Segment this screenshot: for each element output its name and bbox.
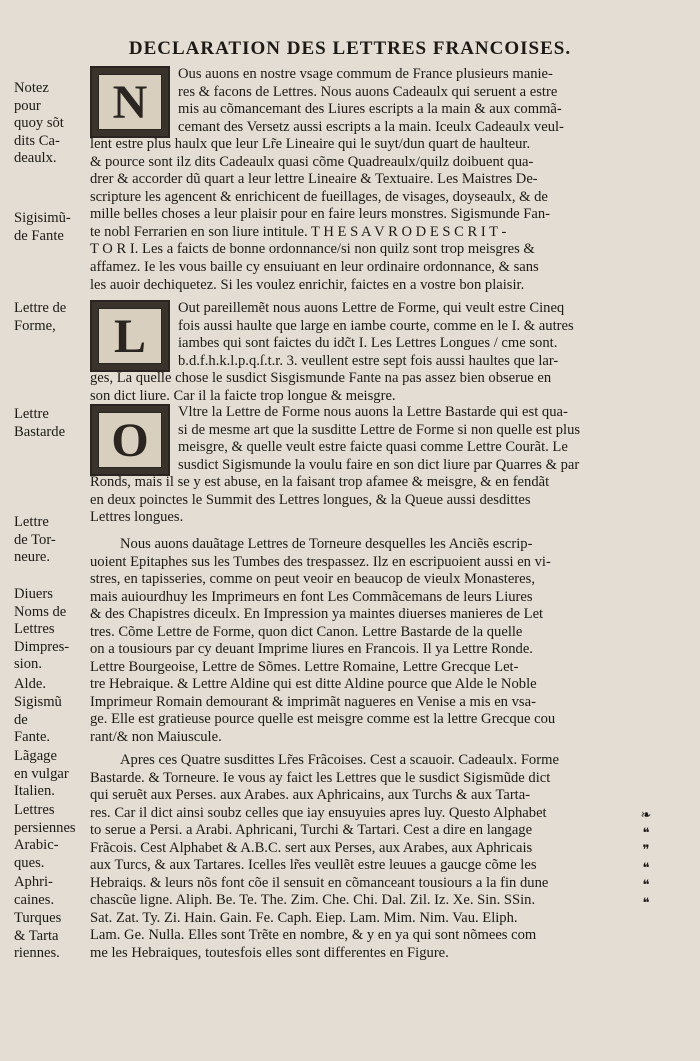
note-line: riennes. — [14, 945, 60, 961]
text-line: qui seruẽt aux Perses. aux Arabes. aux Aphricains, aux Turchs & aux Tarta- — [90, 787, 531, 804]
text-line: cemant des Versetz aussi escripts a la main. Iceulx Cadeaulx veul- — [178, 118, 564, 135]
text-line: uoient Epitaphes sus les Tumbes des trespassez. Ilz en escripuoient aussi en vi- — [90, 553, 551, 570]
note-line: Italien. — [14, 783, 55, 799]
text-line: Frãcois. Cest Alphabet & A.B.C. sert aux Perses, aux Arabes, aux Aphricais — [90, 839, 533, 856]
text-line: mis au cõmancemant des Liures escripts a la main & aux commã- — [178, 101, 562, 118]
note-alde — [14, 676, 86, 694]
note-line: Lettres — [14, 621, 55, 637]
paragraph-bastarde — [90, 404, 626, 527]
note-line: en vulgar — [14, 765, 69, 782]
note-line: pour — [14, 97, 41, 114]
text-line: & des Chapistres diceulx. En Impression ya maintes diuerses manieres de Let — [90, 606, 544, 623]
note-line: Alde. — [14, 676, 47, 692]
note-diuers — [14, 586, 86, 674]
text-line: Apres ces Quatre susdittes Lr̃es Frãcoises. Cest a scauoir. Cadeaulx. Forme — [120, 752, 559, 768]
text-line: affamez. Ie les vous baille cy ensuiuant en leur ordinaire ordonnance, & sans — [90, 259, 539, 276]
text-line: Sat. Zat. Ty. Zi. Hain. Gain. Fe. Caph. Eiep. Lam. Mim. Nim. Vau. Eliph. — [90, 909, 518, 926]
text-line: rant/& non Maiuscule. — [90, 729, 222, 746]
text-line: ge. Elle est gratieuse pource quelle est meisgre comme est la lettre Grecque cou — [90, 711, 556, 728]
text-line: on a tousiours par cy deuant Imprime liures en Francois. Il ya Lettre Ronde. — [90, 641, 533, 658]
text-line: & pource sont ilz dits Cadeaulx quasi cõme Quadreaulx/quilz doibuent qua- — [90, 153, 534, 170]
text-line: susdict Sigismunde la voulu faire en son dict liure par Quarres & par — [178, 456, 580, 473]
text-line: mille belles choses a leur plaisir pour en faire leurs monstres. Sigismunde Fan- — [90, 206, 551, 223]
note-line: Aphri- — [14, 874, 53, 890]
note-line: Lettre de — [14, 300, 67, 316]
note-line: deaulx. — [14, 150, 57, 166]
text-line: tres. Cõme Lettre de Forme, quon dict Canon. Lettre Bastarde de la quelle — [90, 623, 523, 640]
text-line: aux Turcs, & aux Tartares. Icelles lr̃es veullẽt estre leuues a gaucge cõme les — [90, 857, 537, 874]
text-line: Lettres longues. — [90, 509, 184, 526]
paragraph-cadeaulx — [90, 66, 626, 294]
right-margin-marks — [636, 806, 656, 911]
mark-icon: ❝ — [642, 877, 650, 893]
initial-o-glyph: O — [98, 412, 162, 468]
text-line: b.d.f.h.k.l.p.q.ſ.t.r. 3. veullent estre sept fois aussi haultes que lar- — [178, 352, 559, 369]
text-line: si de mesme art que la susditte Lettre de Forme si non quelle est plus — [178, 421, 581, 438]
note-line: Noms de — [14, 603, 67, 620]
text-line: fois aussi haulte que large en iambe courte, comme en le I. & autres — [178, 317, 574, 334]
note-line: sion. — [14, 656, 42, 672]
paragraph-forme — [90, 300, 626, 405]
text-line: Hebraiqs. & leurs nõs font cõe il sensuit en cõmanceant tousiours a la fin dune — [90, 874, 549, 891]
text-line: drer & accorder dũ quart a leur lettre Lineaire & Textuaire. Les Maistres De- — [90, 171, 538, 188]
note-line: Lettres — [14, 802, 55, 818]
text-line: to serue a Persi. a Arabi. Aphricani, Turchi & Tartari. Cest a dire en langage — [90, 822, 533, 839]
note-line: Notez — [14, 80, 49, 96]
note-line: quoy sõt — [14, 115, 64, 131]
paragraph-torneure — [90, 536, 626, 747]
note-line: Lãgage — [14, 748, 57, 764]
note-forme — [14, 300, 86, 335]
text-line: T O R I. Les a faicts de bonne ordonnance/si non quilz sont trop meisgres & — [90, 241, 535, 258]
text-line: Imprimeur Romain demourant & imprimãt nagueres en Venise a mis en vsa- — [90, 693, 536, 710]
note-line: de — [14, 711, 28, 728]
note-line: Turques — [14, 910, 62, 926]
note-lagage — [14, 748, 86, 801]
note-line: ques. — [14, 854, 45, 871]
text-line: chascũe ligne. Aliph. Be. Te. The. Zim. Che. Chi. Dal. Zil. Iz. Xe. Sin. SSin. — [90, 892, 536, 909]
note-line: Diuers — [14, 586, 53, 602]
note-line: dits Ca- — [14, 132, 60, 149]
note-persiennes — [14, 802, 86, 872]
running-head: DECLARATION DES LETTRES FRANCOISES. — [128, 38, 572, 59]
paragraph-alphabet — [90, 752, 626, 963]
text-line: Ous auons en nostre vsage commum de France plusieurs manie- — [178, 66, 553, 82]
text-line: lent estre plus haulx que leur Lr̃e Lineaire qui le suyt/dun quart de haulteur. — [90, 136, 531, 153]
text-line: res & facons de Lettres. Nous auons Cadeaulx qui seruent a estre — [178, 83, 558, 100]
text-line: te nobl Ferrarien en son liure intitule. T H E S A V R O D E S C R I T - — [90, 223, 507, 240]
text-line: me les Hebraiques, toutesfois elles sont differentes en Figure. — [90, 945, 449, 962]
note-sigismunde — [14, 210, 86, 245]
text-line: Out pareillemẽt nous auons Lettre de Forme, qui veult estre Cineq — [178, 300, 565, 316]
note-bastarde — [14, 406, 86, 441]
text-line: mais auiourdhuy les Imprimeurs en font Les Commãcemans de leurs Liures — [90, 588, 533, 605]
note-aphricaines — [14, 874, 86, 909]
mark-icon: ❞ — [642, 842, 650, 858]
text-line: Bastarde. & Torneure. Ie vous ay faict les Lettres que le susdict Sigismũde dict — [90, 769, 551, 786]
text-line: Lettre Bourgeoise, Lettre de Sõmes. Lettre Romaine, Lettre Grecque Let- — [90, 658, 519, 675]
text-line: en deux poinctes le Summit des Lettres longues, & la Queue aussi desdittes — [90, 491, 531, 508]
text-line: Lam. Ge. Nulla. Elles sont Trẽte en nombre, & y en ya qui sont nõmees com — [90, 927, 537, 944]
note-sigismunde-2 — [14, 694, 86, 747]
note-line: persiennes — [14, 819, 76, 836]
mark-icon: ❝ — [642, 859, 650, 875]
note-line: Sigisimũ- — [14, 210, 71, 226]
text-line: stres, en tapisseries, comme on peut veoir en beaucop de vieulx Monasteres, — [90, 571, 535, 588]
text-line: tre Hebraique. & Lettre Aldine qui est ditte Aldine pource que Alde le Noble — [90, 676, 537, 693]
initial-n-glyph: N — [98, 74, 162, 130]
text-line: Vltre la Lettre de Forme nous auons la Lettre Bastarde qui est qua- — [178, 404, 568, 420]
text-line: les auoir dechiquetez. Si les voulez enrichir, faictes en a vostre bon plaisir. — [90, 276, 525, 293]
mark-icon: ❧ — [640, 807, 652, 822]
note-line: Arabic- — [14, 837, 59, 853]
note-line: Forme, — [14, 317, 56, 334]
note-cadeaulx — [14, 80, 86, 168]
text-line: iambes qui sont faictes du idc̃t I. Les Lettres Longues / cme sont. — [178, 335, 558, 352]
text-line: Nous auons dauãtage Lettres de Torneure desquelles les Anciẽs escrip- — [120, 536, 533, 552]
note-line: caines. — [14, 891, 55, 908]
note-line: de Tor- — [14, 531, 56, 548]
initial-l-glyph: L — [98, 308, 162, 364]
note-line: Bastarde — [14, 423, 66, 440]
text-line: scripture les agencent & enrichicent de fueillages, de visages, doyseaulx, & de — [90, 188, 548, 205]
note-line: & Tarta — [14, 927, 59, 944]
note-torneure — [14, 514, 86, 567]
text-line: Ronds, mais il se y est abuse, en la faisant trop afamee & meisgre, & en fendãt — [90, 474, 550, 491]
text-line: ges, La quelle chose le susdict Sisgismunde Fante na pas assez bien obserue en — [90, 370, 552, 387]
text-line: son dict liure. Car il la faicte trop longue & meisgre. — [90, 387, 396, 404]
text-line: res. Car il dict ainsi soubz celles que iay ensuyuies apres luy. Questo Alphabet — [90, 804, 547, 821]
note-line: Lettre — [14, 406, 49, 422]
note-line: de Fante — [14, 227, 64, 244]
note-line: Lettre — [14, 514, 49, 530]
note-turques — [14, 910, 86, 963]
note-line: Sigismũ — [14, 694, 62, 710]
mark-icon: ❝ — [642, 894, 650, 910]
mark-icon: ❝ — [642, 824, 650, 840]
note-line: Fante. — [14, 729, 51, 745]
note-line: Dimpres- — [14, 638, 70, 655]
text-line: meisgre, & quelle veult estre faicte quasi comme Lettre Courãt. Le — [178, 439, 568, 456]
note-line: neure. — [14, 549, 51, 565]
